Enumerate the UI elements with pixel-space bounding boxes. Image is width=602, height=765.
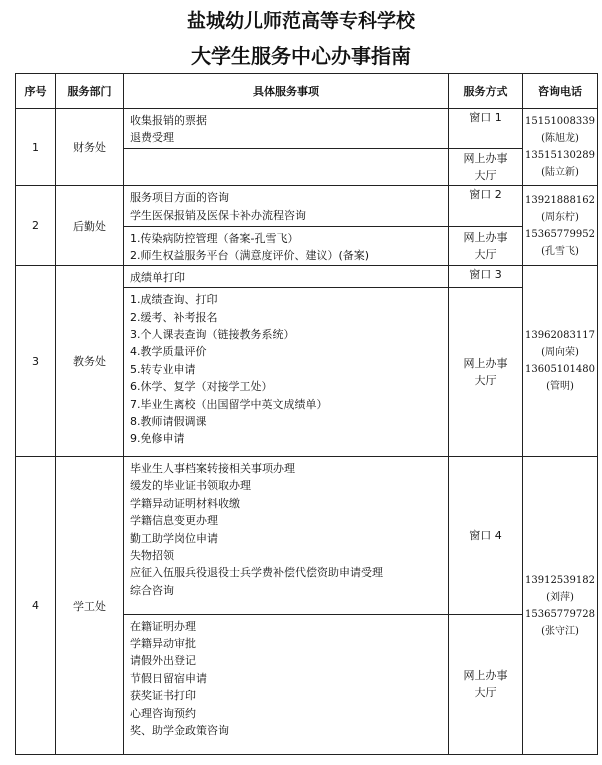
service-item: 服务项目方面的咨询 (130, 191, 229, 205)
service-item: 综合咨询 (130, 583, 174, 597)
table-row (16, 457, 598, 615)
service-item: 毕业生人事档案转接相关事项办理 (130, 462, 295, 475)
service-item: 1.成绩查询、打印 (130, 293, 218, 307)
phone-number: 13921888162 (525, 194, 595, 206)
service-item: 学籍异动证明材料收缴 (130, 496, 240, 510)
contact-name: (管明) (546, 381, 574, 393)
service-item: 2.师生权益服务平台（满意度评价、建议）(备案) (130, 249, 370, 263)
service-item: 奖、助学金政策咨询 (130, 724, 229, 738)
header-dept: 服务部门 (56, 74, 124, 109)
service-method: 窗口 4 (449, 457, 523, 615)
row-dept: 教务处 (56, 266, 124, 457)
service-method: 网上办事大厅 (449, 226, 523, 265)
contact-phones (523, 266, 598, 457)
service-item: 成绩单打印 (130, 271, 185, 285)
service-item: 勤工助学岗位申请 (130, 531, 218, 545)
phone-number: 15365779728 (525, 608, 595, 620)
service-items (124, 614, 449, 754)
row-dept: 财务处 (56, 109, 124, 186)
service-item: 请假外出登记 (130, 654, 196, 668)
header-method: 服务方式 (449, 74, 523, 109)
service-items (124, 266, 449, 288)
contact-name: (孔雪飞) (541, 245, 579, 257)
service-method: 窗口 3 (449, 266, 523, 288)
service-method: 窗口 2 (449, 186, 523, 227)
service-item: 3.个人课表查询（链接教务系统） (130, 328, 295, 341)
contact-name: (周东柠) (541, 211, 579, 223)
service-items (124, 186, 449, 227)
service-item: 心理咨询预约 (130, 706, 196, 720)
page-title: 盐城幼儿师范高等专科学校 (186, 10, 415, 32)
header-items: 具体服务事项 (124, 74, 449, 109)
service-item: 应征入伍服兵役退役士兵学费补偿代偿资助申请受理 (130, 566, 383, 580)
contact-phones (523, 457, 598, 755)
row-dept: 后勤处 (56, 186, 124, 266)
phone-number: 15151008339 (525, 116, 595, 128)
service-items (124, 226, 449, 265)
contact-name: (周向荣) (541, 347, 579, 359)
phone-number: 13912539182 (525, 574, 595, 586)
service-method: 网上办事大厅 (449, 614, 523, 754)
service-item: 2.缓考、补考报名 (130, 310, 218, 324)
row-seq: 4 (16, 457, 56, 755)
phone-number: 15365779952 (525, 228, 595, 240)
contact-phones (523, 186, 598, 266)
row-seq: 1 (16, 109, 56, 186)
service-item: 退费受理 (130, 131, 174, 145)
phone-number: 13605101480 (525, 364, 595, 376)
service-item: 获奖证书打印 (130, 689, 196, 703)
service-item: 6.休学、复学（对接学工处） (130, 380, 273, 394)
service-method: 窗口 1 (449, 109, 523, 149)
service-method: 网上办事大厅 (449, 288, 523, 457)
service-item: 在籍证明办理 (130, 619, 196, 633)
service-item: 缓发的毕业证书领取办理 (130, 479, 251, 493)
service-items (124, 457, 449, 615)
table-header-row (16, 74, 598, 109)
service-item: 1.传染病防控管理（备案-孔雪飞） (130, 231, 299, 245)
table-body (16, 109, 598, 755)
service-item: 学籍信息变更办理 (130, 514, 218, 528)
row-seq: 2 (16, 186, 56, 266)
phone-number: 13515130289 (525, 150, 595, 162)
service-guide-table (15, 73, 598, 755)
service-item: 失物招领 (130, 549, 174, 563)
contact-phones (523, 109, 598, 186)
table-row (16, 186, 598, 227)
service-item: 节假日留宿申请 (130, 671, 207, 685)
service-item: 4.教学质量评价 (130, 345, 207, 359)
phone-number: 13962083117 (525, 330, 595, 342)
header-seq: 序号 (16, 74, 56, 109)
service-item: 收集报销的票据 (130, 114, 207, 127)
header-phone: 咨询电话 (523, 74, 598, 109)
service-items (124, 109, 449, 149)
service-item: 7.毕业生离校（出国留学中英文成绩单） (130, 397, 328, 411)
service-item: 8.教师请假调课 (130, 415, 207, 429)
service-item: 学生医保报销及医保卡补办流程咨询 (130, 208, 306, 222)
table-row (16, 266, 598, 288)
service-method: 网上办事大厅 (449, 148, 523, 186)
service-items (124, 148, 449, 186)
service-item: 5.转专业申请 (130, 362, 196, 376)
service-items (124, 288, 449, 457)
service-item: 9.免修申请 (130, 432, 185, 446)
row-seq: 3 (16, 266, 56, 457)
contact-name: (陈旭龙) (541, 133, 579, 145)
row-dept: 学工处 (56, 457, 124, 755)
page-subtitle: 大学生服务中心办事指南 (191, 44, 411, 68)
service-item: 学籍异动审批 (130, 637, 196, 651)
contact-name: (刘萍) (546, 591, 574, 603)
table-row (16, 109, 598, 149)
contact-name: (张守江) (541, 625, 579, 637)
contact-name: (陆立新) (541, 167, 579, 179)
